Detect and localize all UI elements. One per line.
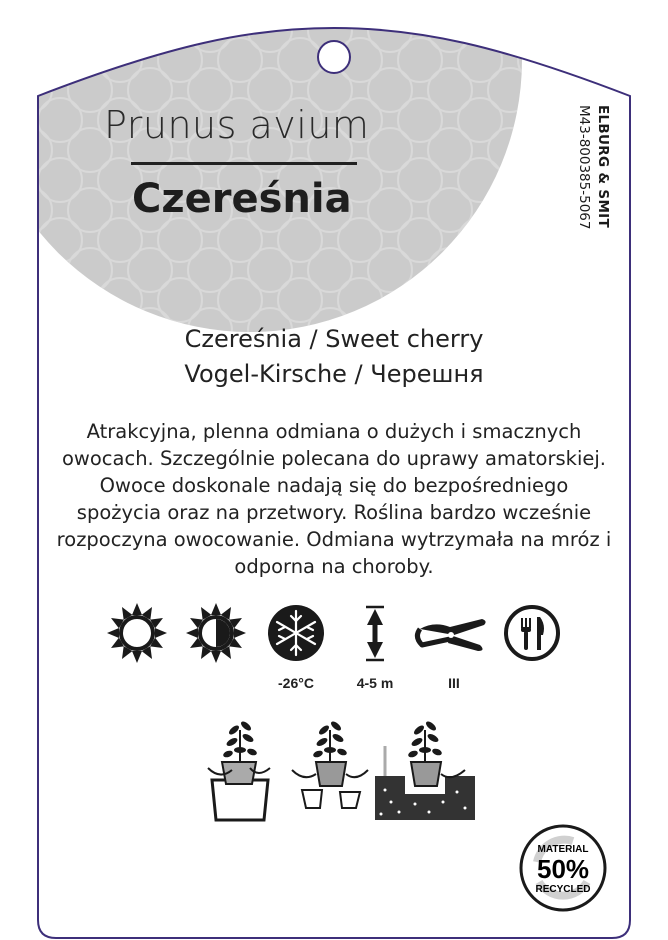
description-line: odporna na choroby. <box>234 555 434 578</box>
common-name: Czereśnia <box>132 176 352 222</box>
height-label: 4-5 m <box>356 675 394 691</box>
common-names-line-1: Czereśnia / Sweet cherry <box>184 325 484 353</box>
description-block <box>0 418 668 580</box>
brand-name: ELBURG & SMIT <box>595 105 611 229</box>
badge-percent-text: 50% <box>536 854 590 884</box>
title-divider <box>131 162 357 165</box>
common-names-line-2: Vogel-Kirsche / Черешня <box>184 360 484 388</box>
description-line: owocach. Szczególnie polecana do uprawy amatorskiej. <box>62 447 606 470</box>
pruning-group-label: III <box>448 675 460 691</box>
latin-name: Prunus avium <box>104 103 370 147</box>
badge-top-text: MATERIAL <box>537 844 589 855</box>
edible-icon <box>506 607 558 659</box>
frost-hardiness-label: -26°C <box>278 675 314 691</box>
description-line: spożycia oraz na przetwory. Roślina bardzo wcześnie <box>76 501 592 524</box>
description-line: Atrakcyjna, plenna odmiana o dużych i smacznych <box>86 420 582 443</box>
recycled-material-badge <box>521 826 605 910</box>
frost-hardiness-icon <box>268 605 324 661</box>
description-line: rozpoczyna owocowanie. Odmiana wytrzymała na mróz i <box>56 528 612 551</box>
common-names-block <box>0 322 668 392</box>
badge-bottom-text: RECYCLED <box>535 884 591 895</box>
product-code: M43-800385-5067 <box>576 105 592 230</box>
hang-hole <box>318 41 350 73</box>
description-line: Owoce doskonale nadają się do bezpośredniego <box>99 474 569 497</box>
